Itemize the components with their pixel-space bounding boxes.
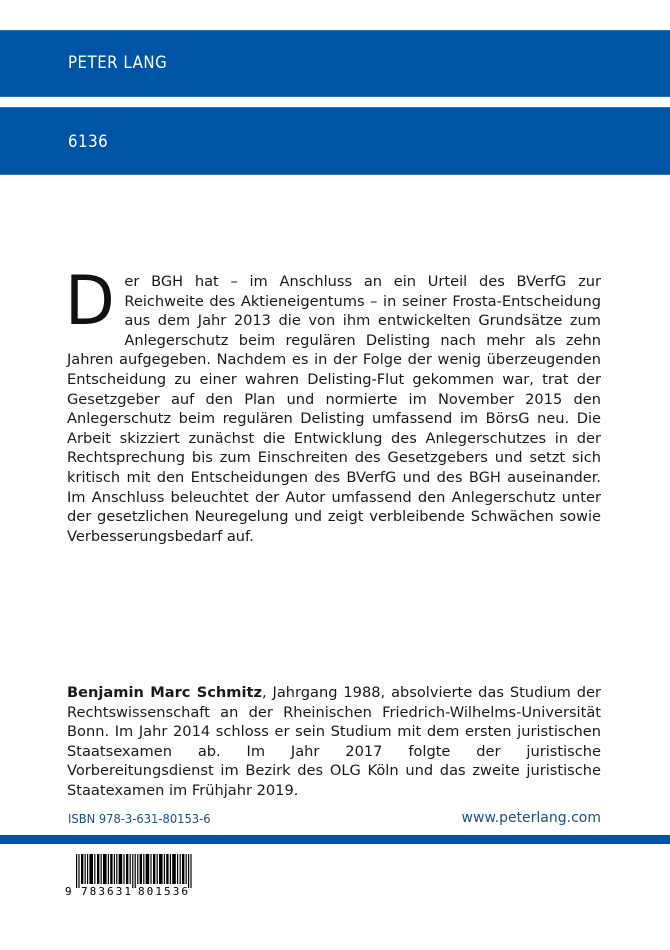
series-band xyxy=(0,107,670,175)
svg-text:801536: 801536 xyxy=(138,885,188,898)
svg-text:9: 9 xyxy=(65,885,72,898)
author-name: Benjamin Marc Schmitz xyxy=(67,684,262,701)
series-number: 6136 xyxy=(68,132,109,152)
isbn-barcode xyxy=(64,853,210,899)
book-blurb xyxy=(65,262,601,546)
author-bio xyxy=(67,683,601,801)
svg-text:783631: 783631 xyxy=(81,885,131,898)
isbn-label: ISBN 978-3-631-80153-6 xyxy=(68,811,211,826)
bio-text: , Jahrgang 1988, absolvierte das Studium der Rechtswissenschaft an der Rheinischen Friedrich-Wilhelms-Universität Bonn. Im Jahr 2014 schloss er sein Studium mit dem ersten juristischen Staatsexamen ab. Im Jahr 2017 folgte der juristische Vorbereitungsdienst im Bezirk des OLG Köln und das zweite juristische Staatexamen im Frühjahr 2019. xyxy=(67,684,601,799)
publisher-band xyxy=(0,30,670,97)
footer-bar xyxy=(0,835,670,844)
blurb-text: er BGH hat – im Anschluss an ein Urteil des BVerfG zur Reichweite des Aktieneigentums – in seiner Frosta-Entscheidung aus dem Jahr 2013 die von ihm entwickelten Grundsätze zum Anlegerschutz beim regulären Delisting nach mehr als zehn Jahren aufgegeben. Nachdem es in der Folge der wenig überzeugenden Entscheidung zu einer wahren Delisting-Flut gekommen war, trat der Gesetzgeber auf den Plan und normierte im November 2015 den Anlegerschutz beim regulären Delisting umfassend im BörsG neu. Die Arbeit skizziert zunächst die Entwicklung des Anlegerschutzes in der Rechtsprechung bis zum Einschreiten des Gesetzgebers und setzt sich kritisch mit den Entscheidungen des BVerfG und des BGH auseinander. Im Anschluss beleuchtet der Autor umfassend den Anlegerschutz unter der gesetzlichen Neuregelung und zeigt verbleibende Schwächen sowie Verbesserungsbedarf auf. xyxy=(67,273,601,545)
website-link[interactable]: www.peterlang.com xyxy=(461,810,601,826)
publisher-name: PETER LANG xyxy=(68,53,168,73)
barcode-icon xyxy=(64,853,210,899)
drop-cap: D xyxy=(65,262,115,341)
